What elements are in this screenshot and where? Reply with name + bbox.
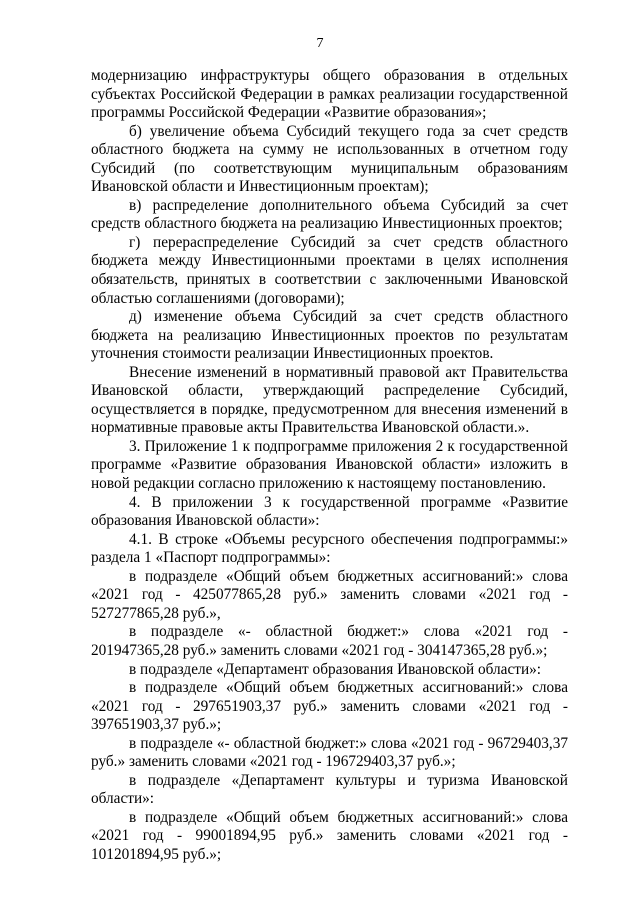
paragraph: в подразделе «Департамент образования Ивановской области»: — [129, 660, 542, 678]
paragraph: б) увеличение объема Субсидий текущего года за счет средств областного бюджета на сумму не использованных в отчетном году Субсидий (по соответствующим муниципальным образованиям Ивановской области и Инвестиционным проектам); — [91, 122, 568, 196]
paragraph: Внесение изменений в нормативный правовой акт Правительства Ивановской области, утверждающий распределение Субсидий, осуществляется в порядке, предусмотренном для внесения изменений в нормативные правовые акты Правительства Ивановской области.». — [91, 363, 568, 437]
paragraph: в подразделе «Общий объем бюджетных ассигнований:» слова «2021 год - 425077865,28 руб.» заменить словами «2021 год - 527277865,28 руб.», — [91, 567, 568, 622]
paragraph: г) перераспределение Субсидий за счет средств областного бюджета между Инвестиционными проектами в целях исполнения обязательств, принятых в соответствии с заключенными Ивановской областью соглашениями (договорами); — [91, 233, 568, 307]
document-body — [91, 67, 568, 865]
paragraph: в подразделе «- областной бюджет:» слова «2021 год - 96729403,37 руб.» заменить словами «2021 год - 196729403,37 руб.»; — [91, 734, 568, 771]
paragraph: модернизацию инфраструктуры общего образования в отдельных субъектах Российской Федерации в рамках реализации государственной программы Российской Федерации «Развитие образования»; — [91, 67, 568, 122]
paragraph: в подразделе «- областной бюджет:» слова «2021 год - 201947365,28 руб.» заменить словами «2021 год - 304147365,28 руб.»; — [91, 623, 568, 659]
page-number: 7 — [316, 36, 324, 51]
paragraph: в подразделе «Общий объем бюджетных ассигнований:» слова «2021 год - 297651903,37 руб.» заменить словами «2021 год - 397651903,37 руб.»; — [91, 679, 568, 734]
paragraph: 3. Приложение 1 к подпрограмме приложения 2 к государственной программе «Развитие образования Ивановской области» изложить в новой редакции согласно приложению к настоящему постановлению. — [91, 437, 568, 493]
paragraph: в подразделе «Общий объем бюджетных ассигнований:» слова «2021 год - 99001894,95 руб.» заменить словами «2021 год - 101201894,95 руб.»; — [91, 808, 568, 863]
paragraph: в) распределение дополнительного объема Субсидий за счет средств областного бюджета на реализацию Инвестиционных проектов; — [91, 196, 568, 233]
paragraph: 4. В приложении 3 к государственной программе «Развитие образования Ивановской области»: — [91, 493, 568, 530]
paragraph: 4.1. В строке «Объемы ресурсного обеспечения подпрограммы:» раздела 1 «Паспорт подпрограммы»: — [91, 530, 568, 567]
paragraph: в подразделе «Департамент культуры и туризма Ивановской области»: — [91, 771, 568, 808]
paragraph: д) изменение объема Субсидий за счет средств областного бюджета на реализацию Инвестиционных проектов по результатам уточнения стоимости реализации Инвестиционных проектов. — [91, 308, 568, 363]
